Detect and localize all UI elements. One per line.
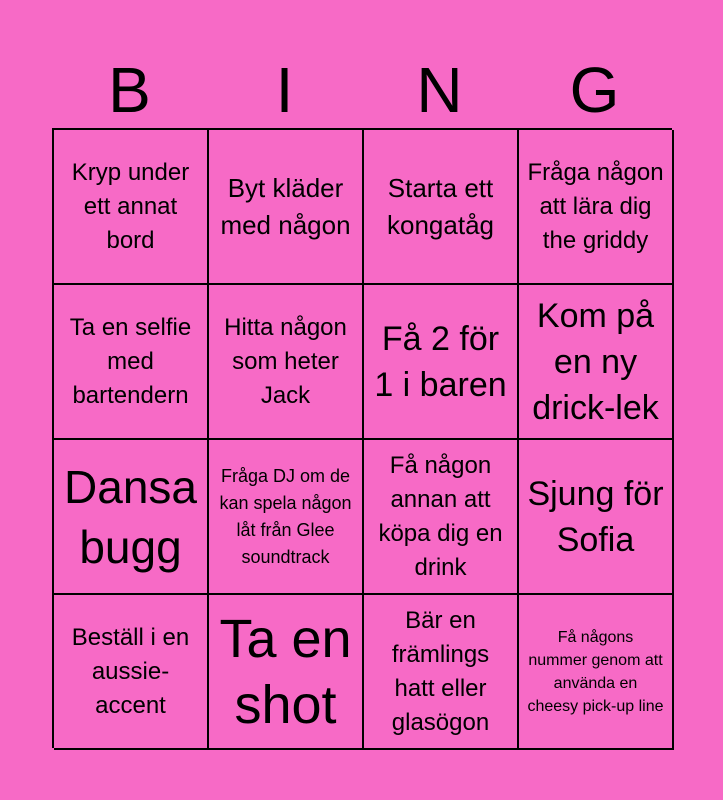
bingo-cell[interactable] [519,440,674,595]
bingo-cell[interactable] [364,595,519,750]
cell-text: Ta en selfie med bartendern [69,313,192,409]
cell-text: Starta ett kongatåg [387,172,494,240]
header-letter-i: I [275,54,294,126]
cell-text: Få 2 för 1 i baren [374,319,507,404]
bingo-cell[interactable] [364,130,519,285]
cell-text: Hitta någon som heter Jack [224,313,347,409]
bingo-cell[interactable] [54,285,209,440]
cell-text: Bär en främlings hatt eller glasögon [391,606,490,736]
cell-text: Kom på en ny drick-lek [532,296,659,427]
bingo-header [52,52,672,128]
cell-text: Byt kläder med någon [220,172,351,240]
header-letter-n: N [416,54,463,126]
cell-text: Få någon annan att köpa dig en drink [378,451,503,581]
cell-text: Sjung för Sofia [527,474,664,559]
bingo-cell[interactable] [209,595,364,750]
bingo-grid [52,128,672,748]
bingo-cell[interactable] [519,130,674,285]
cell-text: Fråga DJ om de kan spela någon låt från Glee soundtrack [219,465,352,567]
cell-text: Dansa bugg [64,460,197,573]
bingo-cell[interactable] [54,130,209,285]
bingo-cell[interactable] [364,285,519,440]
bingo-cell[interactable] [209,440,364,595]
cell-text: Få någons nummer genom att använda en cheesy pick-up line [527,628,664,715]
bingo-cell[interactable] [519,285,674,440]
bingo-cell[interactable] [54,595,209,750]
bingo-cell[interactable] [54,440,209,595]
header-letter-g: G [569,54,620,126]
bingo-cell[interactable] [519,595,674,750]
cell-text: Ta en shot [219,608,352,735]
bingo-cell[interactable] [364,440,519,595]
header-letter-b: B [108,54,151,126]
cell-text: Kryp under ett annat bord [71,158,190,254]
bingo-cell[interactable] [209,285,364,440]
bingo-cell[interactable] [209,130,364,285]
cell-text: Fråga någon att lära dig the griddy [527,158,664,254]
cell-text: Beställ i en aussie-accent [71,623,190,719]
